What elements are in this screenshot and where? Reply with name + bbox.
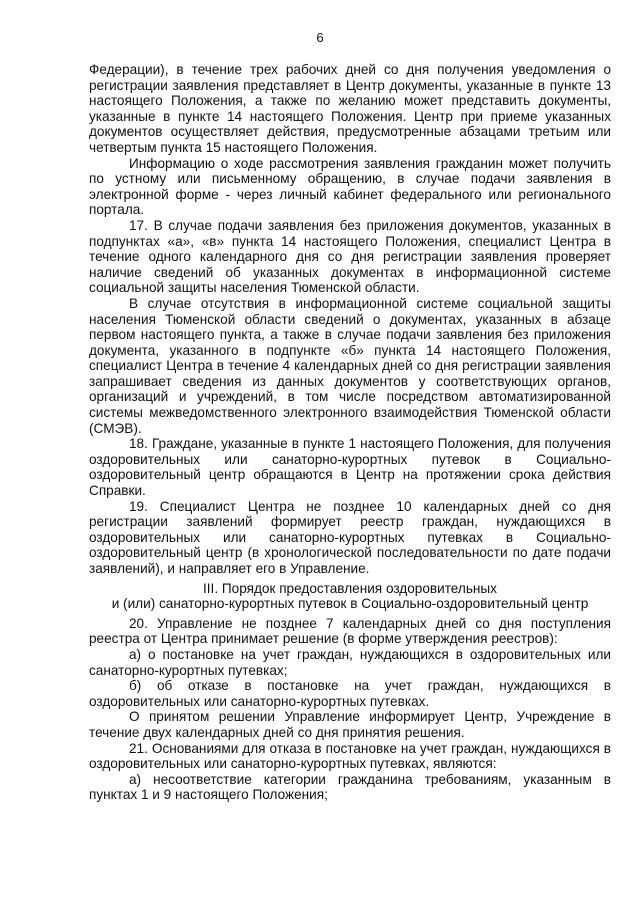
document-body: [89, 62, 611, 803]
section-heading-line-2: и (или) санаторно-курортных путевок в Социально-оздоровительный центр: [111, 596, 589, 612]
paragraph: В случае отсутствия в информационной системе социальной защиты населения Тюменской области сведений о документах, указанных в абзаце первом настоящего пункта, а также в случае подачи заявления без приложения документа, указанного в подпункте «б» пункта 14 настоящего Положения, специалист Центра в течение 4 календарных дней со дня регистрации заявления запрашивает сведения из данных документов у соответствующих органов, организаций и учреждений, в том числе посредством автоматизированной системы межведомственного электронного взаимодействия Тюменской области (СМЭВ).: [89, 295, 611, 436]
paragraph: 18. Граждане, указанные в пункте 1 настоящего Положения, для получения оздоровительных или санаторно-курортных путевок в Социально-оздоровительный центр обращаются в Центр на протяжении срока действия Справки.: [89, 436, 611, 499]
page-number: 6: [316, 30, 324, 45]
paragraphs-before-heading: [89, 62, 611, 577]
section-heading: [89, 581, 611, 612]
paragraph: 20. Управление не позднее 7 календарных дней со дня поступления реестра от Центра принимает решение (в форме утверждения реестров):: [89, 615, 611, 647]
paragraph: б) об отказе в постановке на учет граждан, нуждающихся в оздоровительных или санаторно-курортных путевках.: [89, 678, 611, 709]
paragraphs-after-heading: [89, 616, 611, 803]
paragraph: Информацию о ходе рассмотрения заявления гражданин может получить по устному или письменному обращению, в случае подачи заявления в электронной форме - через личный кабинет федерального или регионального портала.: [89, 155, 611, 218]
paragraph: 21. Основаниями для отказа в постановке на учет граждан, нуждающихся в оздоровительных или санаторно-курортных путевках, являются:: [89, 740, 611, 772]
paragraph: а) несоответствие категории гражданина требованиям, указанным в пунктах 1 и 9 настоящего Положения;: [89, 771, 611, 803]
paragraph: 19. Специалист Центра не позднее 10 календарных дней со дня регистрации заявлений формирует реестр граждан, нуждающихся в оздоровительных или санаторно-курортных путевках в Социально-оздоровительный центр (в хронологической последовательности по дате подачи заявлений), и направляет его в Управление.: [89, 498, 611, 576]
section-heading-line-1: III. Порядок предоставления оздоровительных: [203, 580, 497, 596]
paragraph: а) о постановке на учет граждан, нуждающихся в оздоровительных или санаторно-курортных путевках;: [89, 646, 611, 678]
paragraph: Федерации), в течение трех рабочих дней со дня получения уведомления о регистрации заявления представляет в Центр документы, указанные в пункте 13 настоящего Положения, а также по желанию может представить документы, указанные в пункте 14 настоящего Положения. Центр при приеме указанных документов осуществляет действия, предусмотренные абзацами третьим или четвертым пункта 15 настоящего Положения.: [89, 62, 611, 155]
paragraph: 17. В случае подачи заявления без приложения документов, указанных в подпунктах «а», «в» пункта 14 настоящего Положения, специалист Центра в течение одного календарного дня со дня регистрации заявления проверяет наличие сведений об указанных документах в информационной системе социальной защиты населения Тюменской области.: [89, 217, 611, 296]
paragraph: О принятом решении Управление информирует Центр, Учреждение в течение двух календарных дней со дня принятия решения.: [89, 709, 611, 740]
